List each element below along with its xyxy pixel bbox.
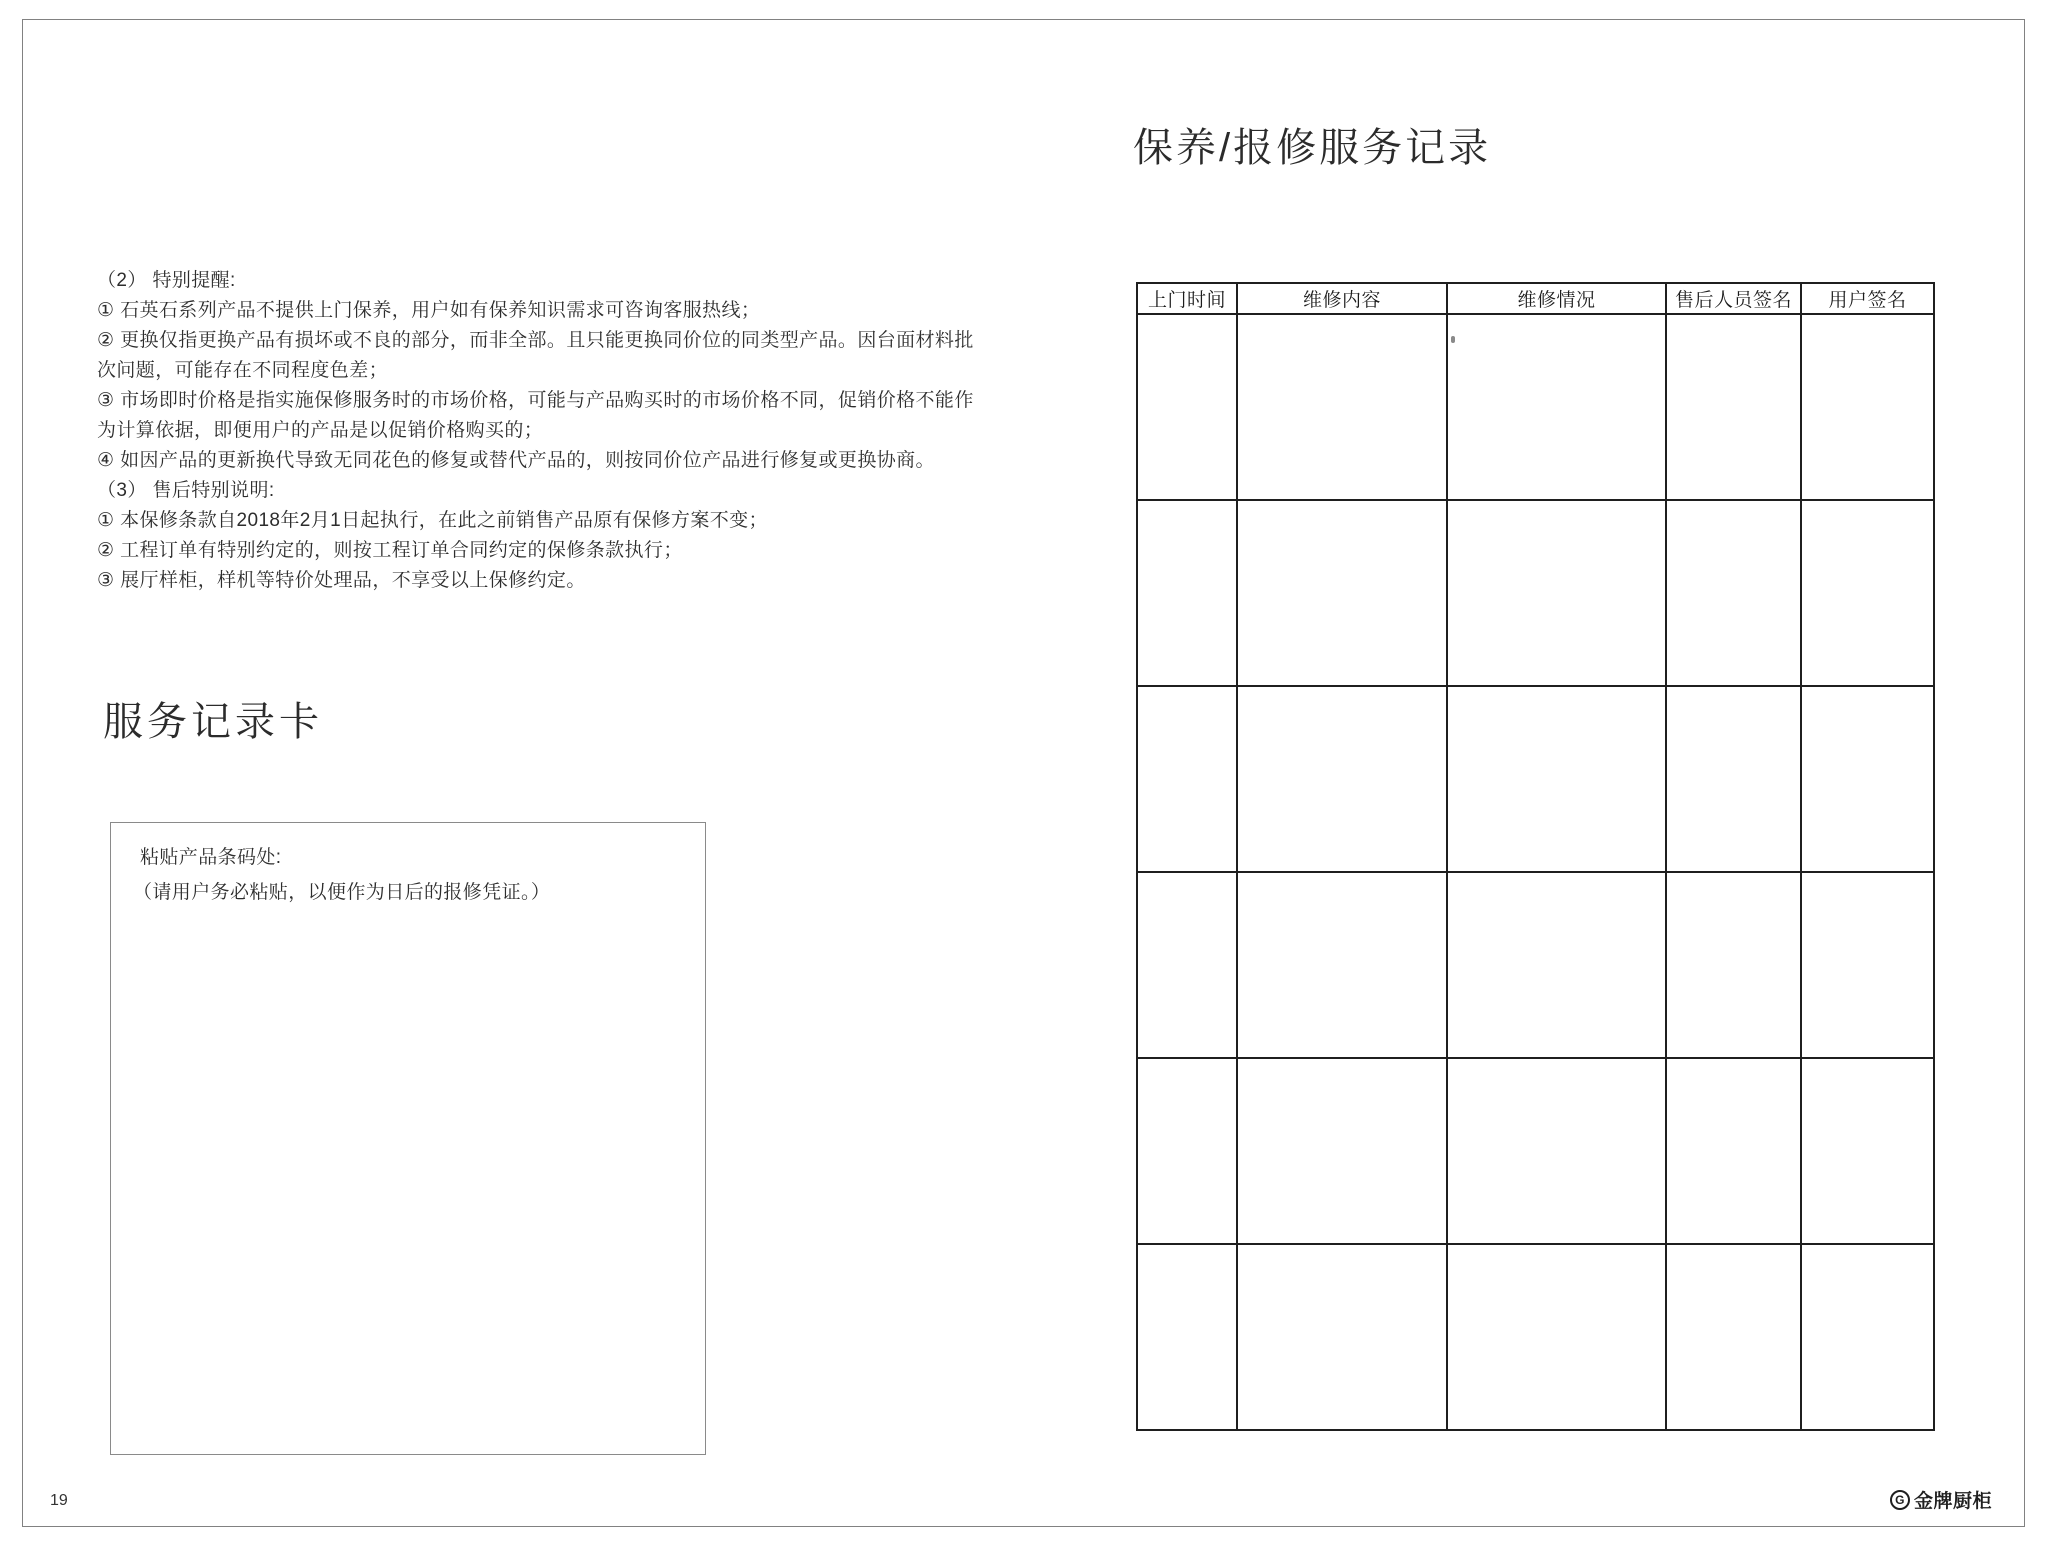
note-line: ③ 市场即时价格是指实施保修服务时的市场价格，可能与产品购买时的市场价格不同，促销价格不能作 [97,390,974,411]
table-header-cell: 售后人员签名 [1666,283,1801,314]
table-row [1137,872,1934,1058]
note-line: ④ 如因产品的更新换代导致无同花色的修复或替代产品的，则按同价位产品进行修复或更换协商。 [97,450,935,471]
table-cell [1237,686,1447,872]
table-cell [1666,872,1801,1058]
barcode-box-label: 粘贴产品条码处: [140,847,282,868]
table-header-cell: 用户签名 [1801,283,1934,314]
table-cell [1666,686,1801,872]
service-record-card-title: 服务记录卡 [103,700,323,744]
table-row [1137,1244,1934,1430]
table-cell [1447,872,1666,1058]
table-header-cell: 维修情况 [1447,283,1666,314]
table-cell [1137,872,1237,1058]
note-line: ① 本保修条款自2018年2月1日起执行，在此之前销售产品原有保修方案不变； [97,510,768,531]
table-row [1137,1058,1934,1244]
page-number: 19 [50,1492,68,1509]
note-line: ③ 展厅样柜，样机等特价处理品，不享受以上保修约定。 [97,570,586,591]
note-line: 次问题，可能存在不同程度色差； [97,360,389,381]
table-cell [1666,314,1801,500]
maintenance-record-title: 保养/报修服务记录 [1133,126,1492,170]
table-cell [1237,314,1447,500]
brand-name: 金牌厨柜 [1913,1491,1992,1512]
table-cell [1447,1058,1666,1244]
table-cell [1801,1058,1934,1244]
table-header-cell: 上门时间 [1137,283,1237,314]
table-cell [1137,314,1237,500]
barcode-box-note: （请用户务必粘贴，以便作为日后的报修凭证。） [133,882,551,903]
warranty-notes [97,266,974,596]
table-cell [1137,500,1237,686]
table-cell [1137,1058,1237,1244]
table-cell [1447,686,1666,872]
table-cell [1447,500,1666,686]
table-cell [1237,1244,1447,1430]
table-cell [1801,686,1934,872]
table-header-cell: 维修内容 [1237,283,1447,314]
table-row [1137,686,1934,872]
brand-logo-icon: G [1890,1490,1910,1510]
table-cell [1801,500,1934,686]
table-cell [1666,1058,1801,1244]
table-cell [1137,686,1237,872]
table-cell [1666,1244,1801,1430]
note-line: （3） 售后特别说明: [97,480,275,501]
service-record-table [1136,282,1935,1431]
table-cell [1801,872,1934,1058]
table-cell [1237,872,1447,1058]
table-row [1137,500,1934,686]
note-line: （2） 特别提醒: [97,270,236,291]
table-cell [1237,1058,1447,1244]
brand-logo [1890,1486,1992,1513]
note-line: 为计算依据，即便用户的产品是以促销价格购买的； [97,420,544,441]
table-cell [1801,1244,1934,1430]
table-cell [1801,314,1934,500]
table-cell [1447,314,1666,500]
table-cell [1447,1244,1666,1430]
barcode-paste-box [110,822,706,1455]
table-header-row [1137,283,1934,314]
table-row [1137,314,1934,500]
note-line: ② 更换仅指更换产品有损坏或不良的部分，而非全部。且只能更换同价位的同类型产品。因台面材料批 [97,330,974,351]
stray-mark [1451,336,1455,343]
table-cell [1137,1244,1237,1430]
note-line: ① 石英石系列产品不提供上门保养，用户如有保养知识需求可咨询客服热线； [97,300,761,321]
note-line: ② 工程订单有特别约定的，则按工程订单合同约定的保修条款执行； [97,540,683,561]
table-cell [1237,500,1447,686]
table-cell [1666,500,1801,686]
